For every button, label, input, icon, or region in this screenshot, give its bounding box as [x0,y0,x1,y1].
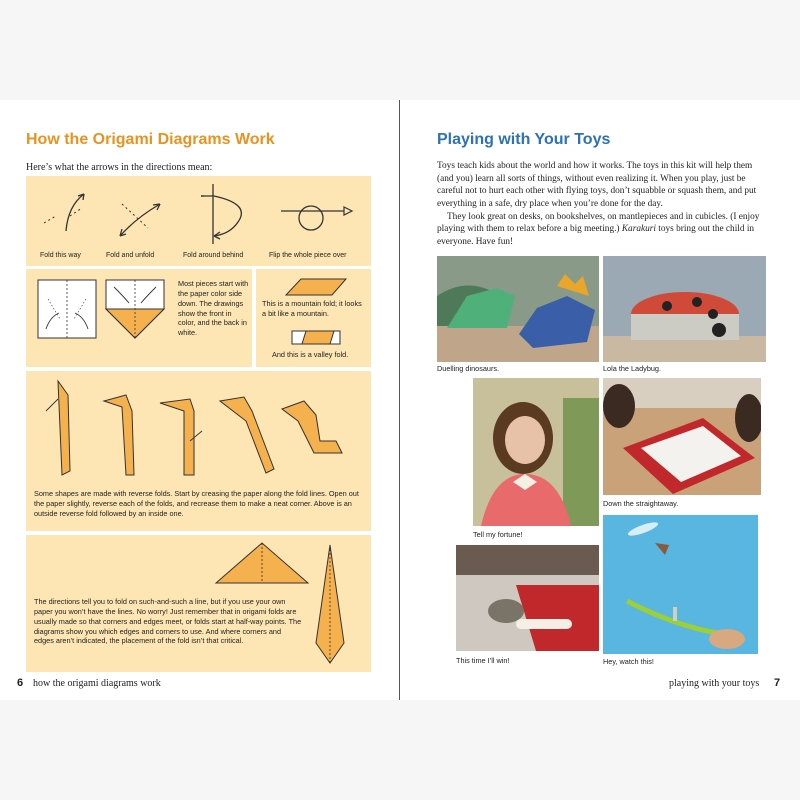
fold-and-unfold-icon [120,204,160,236]
page-gutter [399,100,400,700]
caption-tell-my-fortune: Tell my fortune! [473,530,523,539]
left-page-number: 6 [17,677,24,689]
reverse-fold-text: Some shapes are made with reverse folds. Start by creasing the paper along the fold lines. Open out the paper slightly, reverse each of the folds, and recrease them to make a neat corner. Above is an outside reverse fold followed by an inside one. [34,489,359,518]
caption-hey-watch-this: Hey, watch this! [603,657,654,666]
photo-this-time-ill-win [456,545,599,651]
arrows-panel [26,176,371,266]
directions-panel [26,535,371,672]
caption-lola-ladybug: Lola the Ladybug. [603,364,662,373]
caption-down-straightaway: Down the straightaway. [603,499,679,508]
right-page-footer: playing with your toys [669,678,760,689]
paper-color-panel [26,269,252,367]
reverse-folds-panel [26,371,371,531]
mountain-fold-text: This is a mountain fold; it looks a bit like a mountain. [262,299,362,318]
label-flip-whole-piece: Flip the whole piece over [269,252,347,259]
photo-hey-watch-this [603,515,758,654]
right-page-number: 7 [774,677,781,689]
fold-around-behind-icon [201,184,241,244]
photo-lola-ladybug [603,256,766,362]
valley-fold-text: And this is a valley fold. [272,350,349,359]
directions-text: The directions tell you to fold on such-and-such a line, but if you use your own paper you won’t have the lines. No worry! Just remember that in origami folds are usually made so that corners and edges meet, or folds start at half-way points. The diagrams show you which edges and corners to use. And where corners and edges aren’t indicated, the placement of the fold isn’t that critical. [34,597,302,646]
right-page-title: Playing with Your Toys [437,131,611,148]
left-page-title: How the Origami Diagrams Work [26,131,275,148]
flip-over-icon [281,206,352,230]
left-page-footer: how the origami diagrams work [33,678,161,689]
fold-types-panel [256,269,371,367]
label-fold-this-way: Fold this way [40,252,81,259]
right-page-body [437,160,767,248]
caption-this-time-ill-win: This time I’ll win! [456,656,510,665]
label-fold-and-unfold: Fold and unfold [106,252,155,259]
label-fold-around-behind: Fold around behind [183,252,244,259]
body-paragraph-1: Toys teach kids about the world and how it works. The toys in this kit will help them (and you) learn all sorts of things, without even realizing it. When you play, just be careful not to hurt each other with flying toys, don’t squabble or squash them, and put everything in a safe, dry place when you’re done for the day. [437,161,757,209]
body-paragraph-2: They look great on desks, on bookshelves, on mantlepieces and in cubicles. (I enjoy playing with them to relax before a big meeting.) Karakuri toys bring out the child in everyone. Have fun! [437,211,760,247]
fold-this-way-icon [44,194,86,231]
photo-down-straightaway [603,378,761,495]
intro-text: Here’s what the arrows in the directions mean: [26,162,213,173]
photo-tell-my-fortune [473,378,599,526]
paper-color-text: Most pieces start with the paper color side down. The drawings show the front in color, and the back in white. [178,279,249,338]
caption-duelling-dinosaurs: Duelling dinosaurs. [437,364,500,373]
reverse-fold-diagrams [26,371,371,481]
photo-duelling-dinosaurs [437,256,599,362]
paper-color-diagrams [26,269,196,367]
